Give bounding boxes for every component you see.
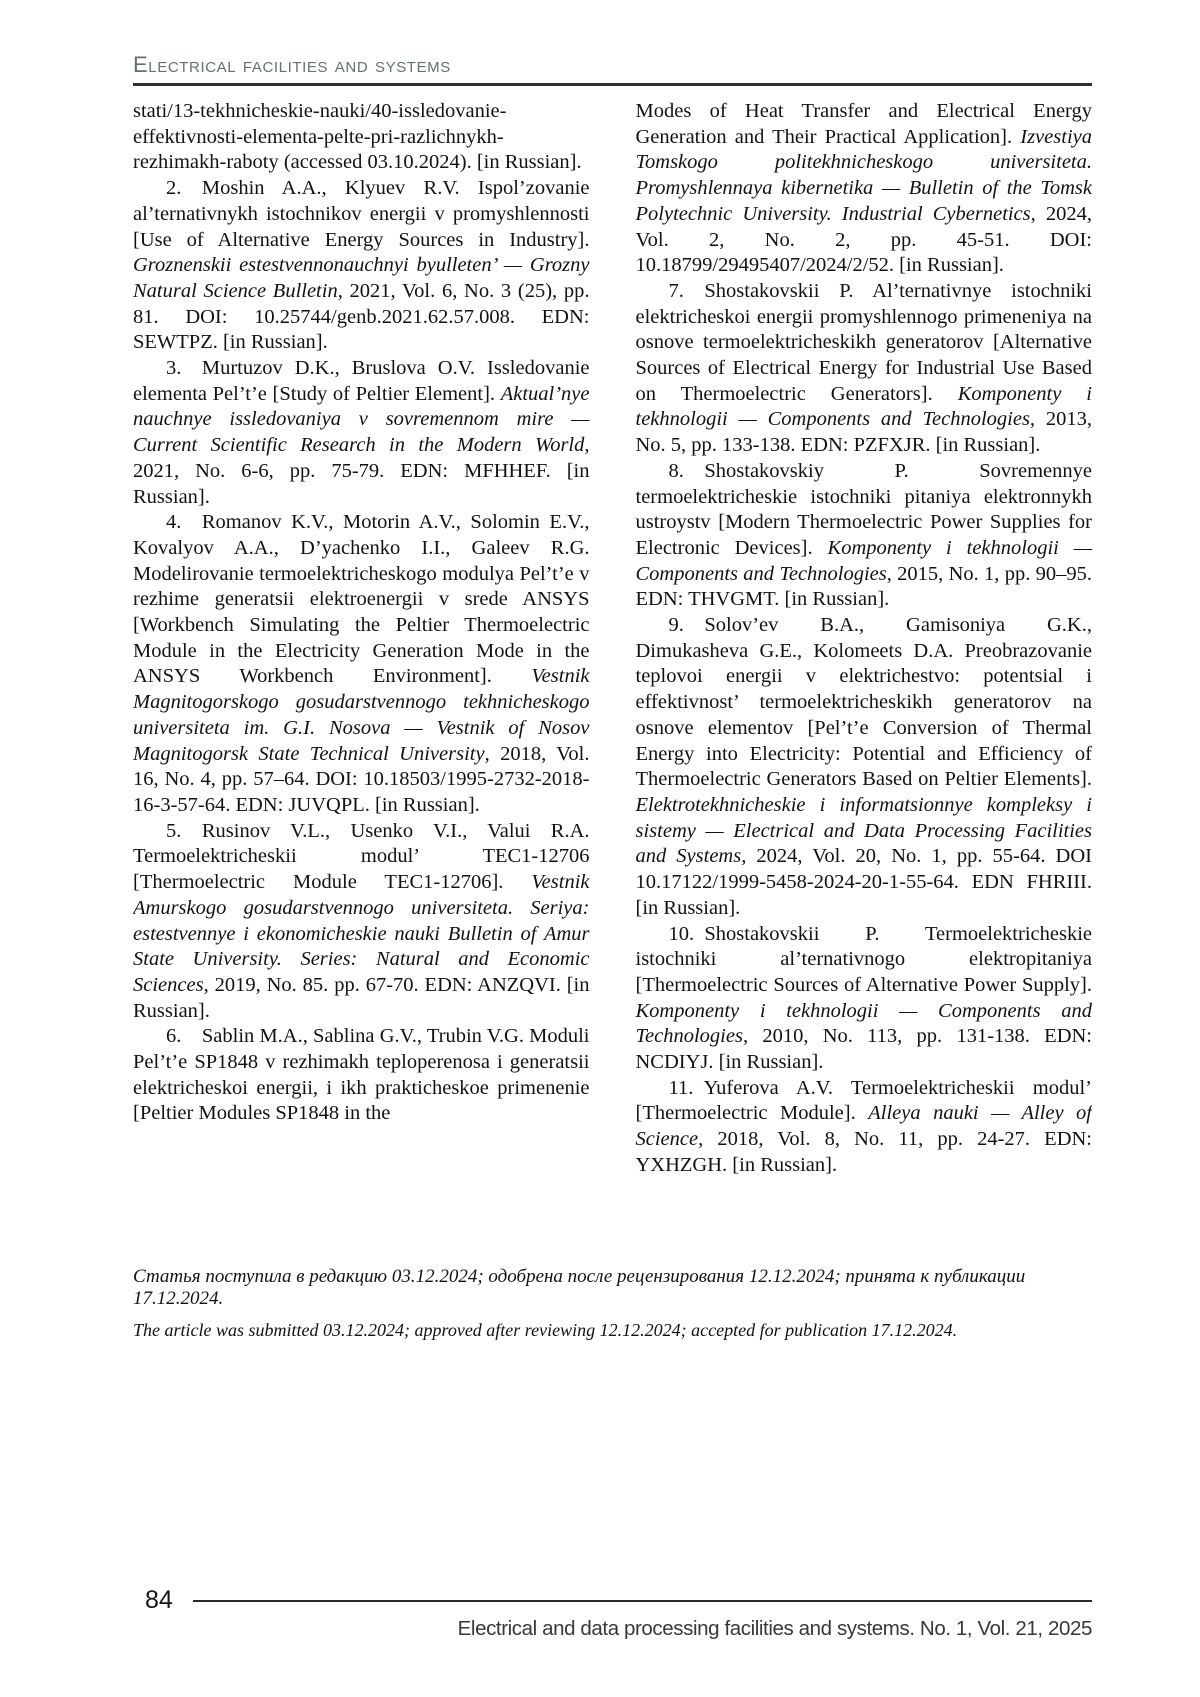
text-run: 7. Shostakovskii P. Al’ternativnye istochniki elektricheskoi energii promyshlennogo primeneniya na osnove termoelektricheskikh generatorov [Alternative Sources of Electrical Energy for Industrial Use Based on Thermoelectric Generators]. — [635, 279, 1092, 405]
italic-run: Komponenty i tekhnologii — Components and Technologies — [635, 536, 1092, 585]
text-run: 4. Romanov K.V., Motorin A.V., Solomin E.V., Kovalyov A.A., D’yachenko I.I., Galeev R.G. Modelirovanie termoelektricheskogo modulya Pel’t’e v rezhime generatsii elektroenergii v srede ANSYS [Workbench Simulating the Peltier Thermoelectric Module in the Electricity Generation Mode in the ANSYS Workbench Environment]. — [133, 511, 590, 688]
italic-run: Komponenty i tekhnologii — Components and Technologies — [635, 999, 1092, 1048]
italic-run: Groznenskii estestvennonauchnyi byulleten’ — Grozny Natural Science Bulletin — [133, 254, 590, 302]
submission-note-english: The article was submitted 03.12.2024; approved after reviewing 12.12.2024; accepted for publication 17.12.2024. — [133, 1320, 958, 1340]
text-run: 8. Shostakovskiy P. Sovremennye termoelektricheskie istochniki pitaniya elektronnykh ustroystv [Modern Thermoelectric Power Supplies for Electronic Devices]. — [635, 459, 1092, 559]
text-run: 2024, Vol. 20, No. 1, pp. 55-64. DOI 10.17122/1999-5458-2024-20-1-55-64. EDN FHRIII. [in Russian]. — [635, 845, 1092, 919]
italic-run: Vestnik Amurskogo gosudarstvennogo universiteta. Seriya: estestvennye i ekonomicheskie nauki Bulletin of Amur State University. Series: Natural and Economic Sciences — [133, 871, 590, 996]
text-run: 9. Solov’ev B.A., Gamisoniya G.K., Dimukasheva G.E., Kolomeets D.A. Preobrazovanie teplovoi energii v elektrichestvo: potentsial i effektivnost’ termoelektricheskikh generatorov na osnove elementov [Pel’t’e Conversion of Thermal Energy into Electricity: Potential and Efficiency of Thermoelectric Generators Based on Peltier Elements]. — [635, 614, 1092, 791]
reference-11 — [636, 1076, 1093, 1179]
reference-6-continued — [636, 99, 1093, 279]
text-run: , 2021, Vol. 6, No. 3 (25), pp. 81. DOI: 10.25744/genb.2021.62.57.008. EDN: SEWTPZ. [in Russian]. — [133, 279, 590, 354]
text-run: , 2024, Vol. 2, No. 2, pp. 45-51. DOI: 10.18799/29495407/2024/2/52. [in Russian]. — [635, 202, 1092, 277]
text-run: 10. Shostakovskii P. Termoelektricheskie istochniki al’ternativnogo elektropitaniya [Thermoelectric Sources of Alternative Power Supply]. — [635, 922, 1092, 996]
reference-3 — [133, 356, 590, 510]
submission-note-russian: Статья поступила в редакцию 03.12.2024; одобрена после рецензирования 12.12.2024; принята к публикации 17.12.2024. — [133, 1266, 1026, 1309]
text-run: Modes of Heat Transfer and Electrical Energy Generation and Their Practical Application]. — [635, 100, 1092, 148]
reference-10 — [636, 922, 1093, 1076]
italic-run: Aktual’nye nauchnye issledovaniya v sovremennom mire — Current Scientific Research in the Modern World — [133, 382, 590, 457]
reference-6 — [133, 1024, 590, 1127]
footer-rule-row — [133, 1588, 1092, 1613]
italic-run: Vestnik Magnitogorskogo gosudarstvennogo tekhnicheskogo universiteta im. G.I. Nosova — Vestnik of Nosov Magnitogorsk State Technical University — [133, 665, 590, 765]
running-head — [133, 52, 1092, 86]
reference-2 — [133, 176, 590, 356]
text-run: , 2018, Vol. 16, No. 4, pp. 57–64. DOI: 10.18503/1995-2732-2018-16-3-57-64. EDN: JUVQPL. [in Russian]. — [133, 742, 590, 816]
footer-rule — [193, 1600, 1092, 1602]
running-head-title: Electrical facilities and systems — [133, 52, 451, 77]
page-number: 84 — [145, 1586, 173, 1614]
reference-7 — [636, 279, 1093, 459]
right-column — [636, 99, 1093, 1251]
reference-8 — [636, 459, 1093, 613]
header-rule — [133, 83, 1092, 86]
italic-run: Komponenty i tekhnologii — Components and Technologies, — [635, 382, 1092, 431]
text-run: 6. Sablin M.A., Sablina G.V., Trubin V.G. Moduli Pel’t’e SP1848 v rezhimakh teploperenosa i generatsii elektricheskoi energii, i ikh prakticheskoe primenenie [Peltier Modules SP1848 in the — [133, 1025, 590, 1125]
page-footer — [133, 1588, 1092, 1641]
italic-run: Izvestiya Tomskogo politekhnicheskogo universiteta. Promyshlennaya kibernetika — Bulletin of the Tomsk Polytechnic University. Industrial Cybernetics — [635, 125, 1092, 225]
text-run: 3. Murtuzov D.K., Bruslova O.V. Issledovanie elementa Pel’t’e [Study of Peltier Element]. — [133, 357, 590, 405]
text-run: , 2019, No. 85. pp. 67-70. EDN: ANZQVI. [in Russian]. — [133, 973, 590, 1022]
reference-4 — [133, 510, 590, 818]
reference-5 — [133, 819, 590, 1025]
text-run: stati/13-tekhnicheskie-nauki/40-issledovanie-effektivnosti-elementa-pelte-pri-razlichnykh-rezhimakh-raboty (accessed 03.10.2024). [in Russian]. — [133, 100, 582, 174]
text-run: 2. Moshin A.A., Klyuev R.V. Ispol’zovanie al’ternativnykh istochnikov energii v promyshlennosti [Use of Alternative Energy Sources in Industry]. — [133, 177, 590, 251]
italic-run: Elektrotekhnicheskie i informatsionnye kompleksy i sistemy — Electrical and Data Processing Facilities and Systems, — [635, 793, 1092, 868]
reference-1-continued — [133, 99, 590, 176]
references-section — [133, 99, 1092, 1251]
text-run: , 2015, No. 1, pp. 90–95. EDN: THVGMT. [in Russian]. — [635, 562, 1092, 611]
text-run: 2013, No. 5, pp. 133-138. EDN: PZFXJR. [in Russian]. — [635, 408, 1092, 457]
italic-run: Alleya nauki — Alley of Science, — [635, 1102, 1092, 1151]
left-column — [133, 99, 590, 1251]
text-run: 11. Yuferova A.V. Termoelektricheskii modul’ [Thermoelectric Module]. — [635, 1076, 1092, 1125]
journal-info-line: Electrical and data processing facilities and systems. No. 1, Vol. 21, 2025 — [457, 1617, 1092, 1640]
text-run: 2018, Vol. 8, No. 11, pp. 24-27. EDN: YXHZGH. [in Russian]. — [635, 1128, 1092, 1176]
text-run: 5. Rusinov V.L., Usenko V.I., Valui R.A. Termoelektricheskii modul’ TEC1-12706 [Thermoelectric Module TEC1-12706]. — [133, 819, 590, 894]
text-run: , 2021, No. 6-6, pp. 75-79. EDN: MFHHEF. [in Russian]. — [133, 434, 590, 508]
reference-9 — [636, 613, 1093, 921]
text-run: , 2010, No. 113, pp. 131-138. EDN: NCDIYJ. [in Russian]. — [635, 1025, 1092, 1074]
